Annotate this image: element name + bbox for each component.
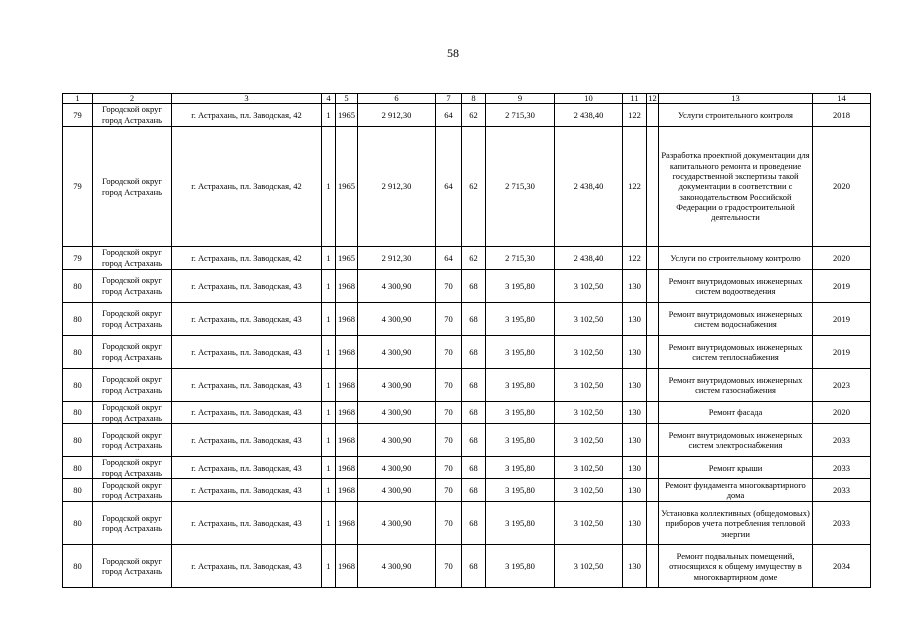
municipality-cell: Городской округ город Астрахань (93, 270, 172, 303)
planned-year-cell: 2033 (813, 457, 871, 479)
living-area-cell: 3 195,80 (486, 336, 555, 369)
address-cell: г. Астрахань, пл. Заводская, 43 (172, 369, 322, 402)
planned-year-cell: 2033 (813, 502, 871, 545)
cell-7-cell: 70 (436, 336, 462, 369)
residential-area-cell: 3 102,50 (555, 270, 623, 303)
cell-12-cell (647, 424, 659, 457)
planned-year-cell: 2033 (813, 424, 871, 457)
column-header: 8 (462, 94, 486, 104)
table-row (63, 127, 871, 247)
row-number-cell: 80 (63, 369, 93, 402)
residential-area-cell: 2 438,40 (555, 247, 623, 270)
total-area-cell: 4 300,90 (358, 303, 436, 336)
row-number-cell: 80 (63, 457, 93, 479)
residential-area-cell: 2 438,40 (555, 104, 623, 127)
residential-area-cell: 3 102,50 (555, 303, 623, 336)
table-row (63, 336, 871, 369)
cell-12-cell (647, 127, 659, 247)
year-built-cell: 1965 (336, 127, 358, 247)
living-area-cell: 2 715,30 (486, 247, 555, 270)
cell-8-cell: 62 (462, 247, 486, 270)
material-code-cell: 1 (322, 127, 336, 247)
material-code-cell: 1 (322, 104, 336, 127)
work-type-cell: Ремонт внутридомовых инженерных систем теплоснабжения (659, 336, 813, 369)
row-number-cell: 80 (63, 502, 93, 545)
cell-8-cell: 68 (462, 545, 486, 588)
material-code-cell: 1 (322, 247, 336, 270)
cell-12-cell (647, 545, 659, 588)
column-header: 3 (172, 94, 322, 104)
work-type-cell: Ремонт крыши (659, 457, 813, 479)
column-header: 4 (322, 94, 336, 104)
material-code-cell: 1 (322, 424, 336, 457)
work-type-cell: Ремонт внутридомовых инженерных систем водоснабжения (659, 303, 813, 336)
table-row (63, 303, 871, 336)
cell-7-cell: 70 (436, 270, 462, 303)
municipality-cell: Городской округ город Астрахань (93, 479, 172, 502)
cell-12-cell (647, 247, 659, 270)
residents-count-cell: 130 (623, 303, 647, 336)
work-type-cell: Ремонт внутридомовых инженерных систем электроснабжения (659, 424, 813, 457)
row-number-cell: 80 (63, 479, 93, 502)
column-header: 11 (623, 94, 647, 104)
work-type-cell: Ремонт внутридомовых инженерных систем водоотведения (659, 270, 813, 303)
living-area-cell: 3 195,80 (486, 479, 555, 502)
work-type-cell: Ремонт внутридомовых инженерных систем газоснабжения (659, 369, 813, 402)
address-cell: г. Астрахань, пл. Заводская, 43 (172, 424, 322, 457)
planned-year-cell: 2033 (813, 479, 871, 502)
living-area-cell: 2 715,30 (486, 104, 555, 127)
row-number-cell: 79 (63, 127, 93, 247)
residents-count-cell: 130 (623, 457, 647, 479)
year-built-cell: 1968 (336, 270, 358, 303)
planned-year-cell: 2023 (813, 369, 871, 402)
cell-8-cell: 68 (462, 369, 486, 402)
table-row (63, 502, 871, 545)
address-cell: г. Астрахань, пл. Заводская, 43 (172, 402, 322, 424)
cell-12-cell (647, 402, 659, 424)
column-header: 13 (659, 94, 813, 104)
material-code-cell: 1 (322, 479, 336, 502)
address-cell: г. Астрахань, пл. Заводская, 42 (172, 247, 322, 270)
living-area-cell: 3 195,80 (486, 402, 555, 424)
row-number-cell: 80 (63, 402, 93, 424)
address-cell: г. Астрахань, пл. Заводская, 42 (172, 104, 322, 127)
work-type-cell: Разработка проектной документации для капитального ремонта и проведение государственной экспертизы такой документации в соответствии с законодательством Российской Федерации о градостроительной деятельности (659, 127, 813, 247)
planned-year-cell: 2019 (813, 303, 871, 336)
cell-8-cell: 68 (462, 457, 486, 479)
address-cell: г. Астрахань, пл. Заводская, 43 (172, 457, 322, 479)
municipality-cell: Городской округ город Астрахань (93, 303, 172, 336)
table-row (63, 545, 871, 588)
total-area-cell: 4 300,90 (358, 457, 436, 479)
cell-7-cell: 70 (436, 369, 462, 402)
cell-7-cell: 70 (436, 303, 462, 336)
row-number-cell: 80 (63, 545, 93, 588)
cell-7-cell: 64 (436, 104, 462, 127)
table-row (63, 270, 871, 303)
year-built-cell: 1968 (336, 369, 358, 402)
table-row (63, 424, 871, 457)
cell-12-cell (647, 479, 659, 502)
cell-12-cell (647, 336, 659, 369)
cell-7-cell: 70 (436, 502, 462, 545)
living-area-cell: 3 195,80 (486, 502, 555, 545)
work-type-cell: Установка коллективных (общедомовых) приборов учета потребления тепловой энергии (659, 502, 813, 545)
total-area-cell: 4 300,90 (358, 424, 436, 457)
municipality-cell: Городской округ город Астрахань (93, 424, 172, 457)
row-number-cell: 79 (63, 247, 93, 270)
residents-count-cell: 130 (623, 402, 647, 424)
residents-count-cell: 130 (623, 502, 647, 545)
cell-12-cell (647, 270, 659, 303)
work-type-cell: Ремонт подвальных помещений, относящихся к общему имуществу в многоквартирном доме (659, 545, 813, 588)
row-number-cell: 80 (63, 270, 93, 303)
residents-count-cell: 122 (623, 104, 647, 127)
table-row (63, 479, 871, 502)
column-header: 10 (555, 94, 623, 104)
work-type-cell: Ремонт фасада (659, 402, 813, 424)
material-code-cell: 1 (322, 336, 336, 369)
material-code-cell: 1 (322, 502, 336, 545)
address-cell: г. Астрахань, пл. Заводская, 43 (172, 545, 322, 588)
cell-7-cell: 70 (436, 479, 462, 502)
year-built-cell: 1965 (336, 104, 358, 127)
residential-area-cell: 3 102,50 (555, 336, 623, 369)
material-code-cell: 1 (322, 303, 336, 336)
living-area-cell: 3 195,80 (486, 303, 555, 336)
year-built-cell: 1968 (336, 545, 358, 588)
work-type-cell: Ремонт фундамента многоквартирного дома (659, 479, 813, 502)
planned-year-cell: 2019 (813, 270, 871, 303)
municipality-cell: Городской округ город Астрахань (93, 545, 172, 588)
residential-area-cell: 3 102,50 (555, 545, 623, 588)
table-row (63, 104, 871, 127)
address-cell: г. Астрахань, пл. Заводская, 43 (172, 336, 322, 369)
column-header: 12 (648, 93, 657, 103)
cell-12-cell (647, 303, 659, 336)
total-area-cell: 4 300,90 (358, 479, 436, 502)
material-code-cell: 1 (322, 369, 336, 402)
table-row (63, 247, 871, 270)
living-area-cell: 3 195,80 (486, 270, 555, 303)
living-area-cell: 3 195,80 (486, 545, 555, 588)
municipality-cell: Городской округ город Астрахань (93, 104, 172, 127)
cell-7-cell: 70 (436, 402, 462, 424)
living-area-cell: 3 195,80 (486, 369, 555, 402)
total-area-cell: 4 300,90 (358, 270, 436, 303)
year-built-cell: 1968 (336, 336, 358, 369)
planned-year-cell: 2034 (813, 545, 871, 588)
residential-area-cell: 3 102,50 (555, 424, 623, 457)
residential-area-cell: 3 102,50 (555, 479, 623, 502)
year-built-cell: 1968 (336, 424, 358, 457)
cell-7-cell: 70 (436, 424, 462, 457)
residents-count-cell: 130 (623, 545, 647, 588)
municipality-cell: Городской округ город Астрахань (93, 502, 172, 545)
total-area-cell: 2 912,30 (358, 247, 436, 270)
residents-count-cell: 130 (623, 479, 647, 502)
residents-count-cell: 130 (623, 270, 647, 303)
cell-7-cell: 64 (436, 247, 462, 270)
municipality-cell: Городской округ город Астрахань (93, 457, 172, 479)
living-area-cell: 3 195,80 (486, 424, 555, 457)
year-built-cell: 1968 (336, 303, 358, 336)
residents-count-cell: 130 (623, 424, 647, 457)
cell-12-cell (647, 369, 659, 402)
work-type-cell: Услуги по строительному контролю (659, 247, 813, 270)
year-built-cell: 1968 (336, 479, 358, 502)
planned-year-cell: 2020 (813, 127, 871, 247)
total-area-cell: 2 912,30 (358, 127, 436, 247)
column-header: 5 (336, 94, 358, 104)
address-cell: г. Астрахань, пл. Заводская, 42 (172, 127, 322, 247)
total-area-cell: 4 300,90 (358, 336, 436, 369)
address-cell: г. Астрахань, пл. Заводская, 43 (172, 270, 322, 303)
total-area-cell: 4 300,90 (358, 369, 436, 402)
year-built-cell: 1968 (336, 402, 358, 424)
cell-7-cell: 64 (436, 127, 462, 247)
page-number: 58 (447, 46, 459, 60)
cell-12-cell (647, 104, 659, 127)
table-row (63, 369, 871, 402)
planned-year-cell: 2018 (813, 104, 871, 127)
address-cell: г. Астрахань, пл. Заводская, 43 (172, 479, 322, 502)
year-built-cell: 1965 (336, 247, 358, 270)
cell-8-cell: 68 (462, 270, 486, 303)
work-type-cell: Услуги строительного контроля (659, 104, 813, 127)
material-code-cell: 1 (322, 457, 336, 479)
cell-8-cell: 68 (462, 402, 486, 424)
cell-8-cell: 68 (462, 424, 486, 457)
cell-8-cell: 68 (462, 502, 486, 545)
column-header: 2 (93, 94, 172, 104)
column-header: 1 (63, 94, 93, 104)
cell-7-cell: 70 (436, 457, 462, 479)
cell-8-cell: 62 (462, 127, 486, 247)
cell-12-cell (647, 502, 659, 545)
planned-year-cell: 2019 (813, 336, 871, 369)
municipality-cell: Городской округ город Астрахань (93, 336, 172, 369)
total-area-cell: 4 300,90 (358, 545, 436, 588)
residents-count-cell: 122 (623, 127, 647, 247)
column-header: 7 (436, 94, 462, 104)
residential-area-cell: 2 438,40 (555, 127, 623, 247)
cell-7-cell: 70 (436, 545, 462, 588)
municipality-cell: Городской округ город Астрахань (93, 369, 172, 402)
planned-year-cell: 2020 (813, 247, 871, 270)
table-header-row (63, 94, 871, 104)
column-header: 6 (358, 94, 436, 104)
table-row (63, 402, 871, 424)
planned-year-cell: 2020 (813, 402, 871, 424)
total-area-cell: 2 912,30 (358, 104, 436, 127)
total-area-cell: 4 300,90 (358, 502, 436, 545)
cell-8-cell: 68 (462, 303, 486, 336)
year-built-cell: 1968 (336, 502, 358, 545)
row-number-cell: 80 (63, 303, 93, 336)
table-row (63, 457, 871, 479)
residents-count-cell: 130 (623, 336, 647, 369)
residential-area-cell: 3 102,50 (555, 369, 623, 402)
cell-12-cell (647, 457, 659, 479)
cell-8-cell: 68 (462, 479, 486, 502)
row-number-cell: 79 (63, 104, 93, 127)
row-number-cell: 80 (63, 424, 93, 457)
material-code-cell: 1 (322, 545, 336, 588)
column-header: 9 (486, 94, 555, 104)
address-cell: г. Астрахань, пл. Заводская, 43 (172, 502, 322, 545)
year-built-cell: 1968 (336, 457, 358, 479)
address-cell: г. Астрахань, пл. Заводская, 43 (172, 303, 322, 336)
municipality-cell: Городской округ город Астрахань (93, 402, 172, 424)
living-area-cell: 2 715,30 (486, 127, 555, 247)
living-area-cell: 3 195,80 (486, 457, 555, 479)
material-code-cell: 1 (322, 270, 336, 303)
material-code-cell: 1 (322, 402, 336, 424)
residents-count-cell: 122 (623, 247, 647, 270)
total-area-cell: 4 300,90 (358, 402, 436, 424)
cell-8-cell: 68 (462, 336, 486, 369)
capital-repair-table (62, 93, 871, 588)
residential-area-cell: 3 102,50 (555, 502, 623, 545)
cell-8-cell: 62 (462, 104, 486, 127)
residential-area-cell: 3 102,50 (555, 457, 623, 479)
row-number-cell: 80 (63, 336, 93, 369)
residents-count-cell: 130 (623, 369, 647, 402)
residential-area-cell: 3 102,50 (555, 402, 623, 424)
municipality-cell: Городской округ город Астрахань (93, 127, 172, 247)
column-header: 14 (813, 94, 871, 104)
municipality-cell: Городской округ город Астрахань (93, 247, 172, 270)
